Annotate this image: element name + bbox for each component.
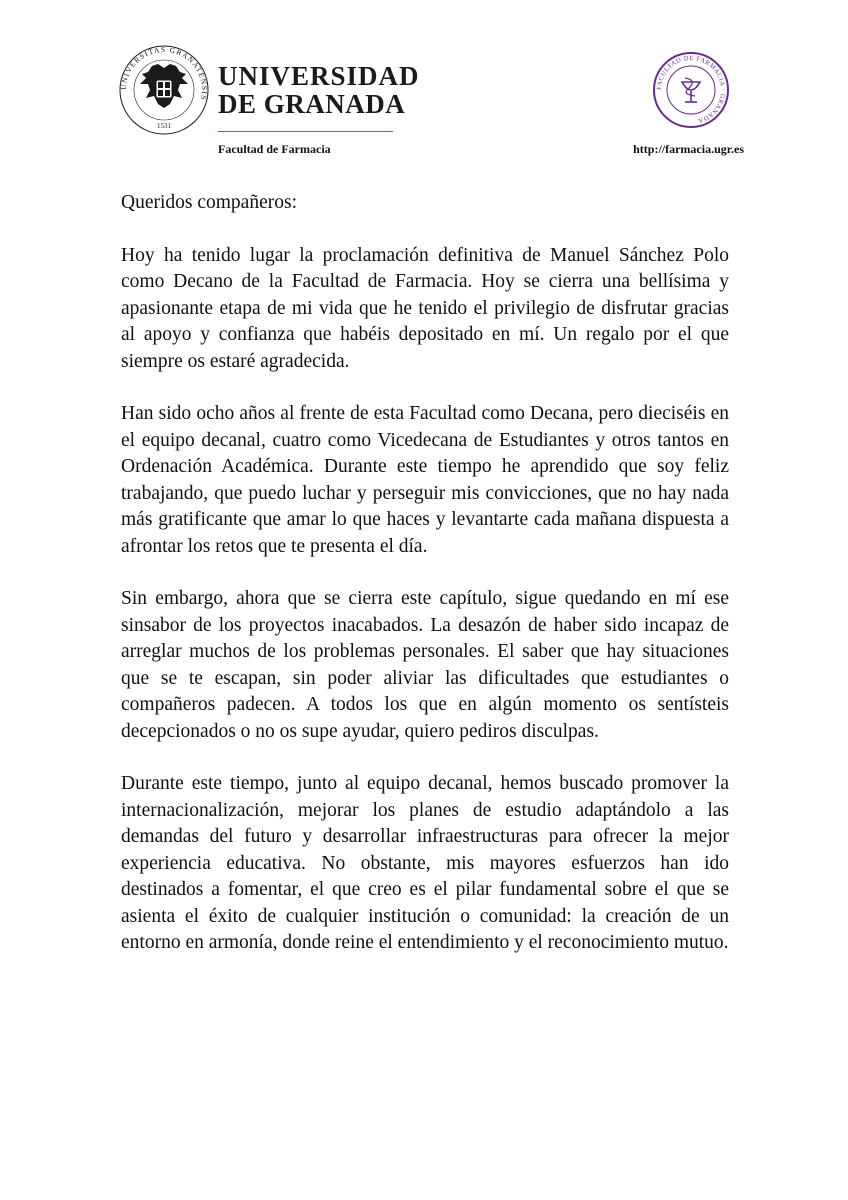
paragraph-4: Durante este tiempo, junto al equipo decanal, hemos buscado promover la internacionalización, mejorar los planes de estudio adaptándolo a las demandas del futuro y desarrollar infraestructuras para ofrecer la mejor experiencia educativa. No obstante, mis mayores esfuerzos han ido destinados a fomentar, el que creo es el pilar fundamental sobre el que se asienta el éxito de cualquier institución o comunidad: la creación de un entorno en armonía, donde reine el entendimiento y el reconocimiento mutuo.	[121, 773, 729, 953]
crest-ring-text: UNIVERSITAS GRANATENSIS	[118, 44, 210, 102]
header-divider	[218, 131, 393, 132]
seal-ring-text: FACULTAD DE FARMACIA · GRANADA	[655, 54, 727, 125]
university-name	[218, 61, 420, 119]
university-name-line1: UNIVERSIDAD	[218, 61, 420, 91]
paragraph-2: Han sido ocho años al frente de esta Facultad como Decana, pero dieciséis en el equipo decanal, cuatro como Vicedecana de Estudiantes y otros tantos en Ordenación Académica. Durante este tiempo he aprendido que soy feliz trabajando, que puedo luchar y perseguir mis convicciones, que no hay nada más gratificante que amar lo que haces y levantarte cada mañana dispuesta a afrontar los retos que te presenta el día.	[121, 403, 729, 557]
salutation: Queridos compañeros:	[121, 192, 297, 213]
faculty-name: Facultad de Farmacia	[218, 142, 331, 156]
crest-year: 1531	[157, 122, 171, 130]
university-crest-logo	[118, 44, 210, 136]
letter-body	[121, 190, 729, 983]
university-name-line2: DE GRANADA	[218, 89, 406, 119]
paragraph-3: Sin embargo, ahora que se cierra este capítulo, sigue quedando en mí ese sinsabor de los proyectos inacabados. La desazón de haber sido incapaz de arreglar muchos de los problemas personales. El saber que hay situaciones que se te escapan, sin poder aliviar las dificultades que estudiantes o compañeros padecen. A todos los que en algún momento os sentísteis decepcionados o no os supe ayudar, quiero pediros disculpas.	[121, 588, 729, 742]
letterhead	[0, 0, 848, 170]
faculty-seal-logo	[651, 50, 731, 130]
faculty-url[interactable]: http://farmacia.ugr.es	[633, 142, 744, 156]
paragraph-1: Hoy ha tenido lugar la proclamación definitiva de Manuel Sánchez Polo como Decano de la Facultad de Farmacia. Hoy se cierra una bellísima y apasionante etapa de mi vida que he tenido el privilegio de disfrutar gracias al apoyo y confianza que habéis depositado en mí. Un regalo por el que siempre os estaré agradecida.	[121, 244, 729, 372]
